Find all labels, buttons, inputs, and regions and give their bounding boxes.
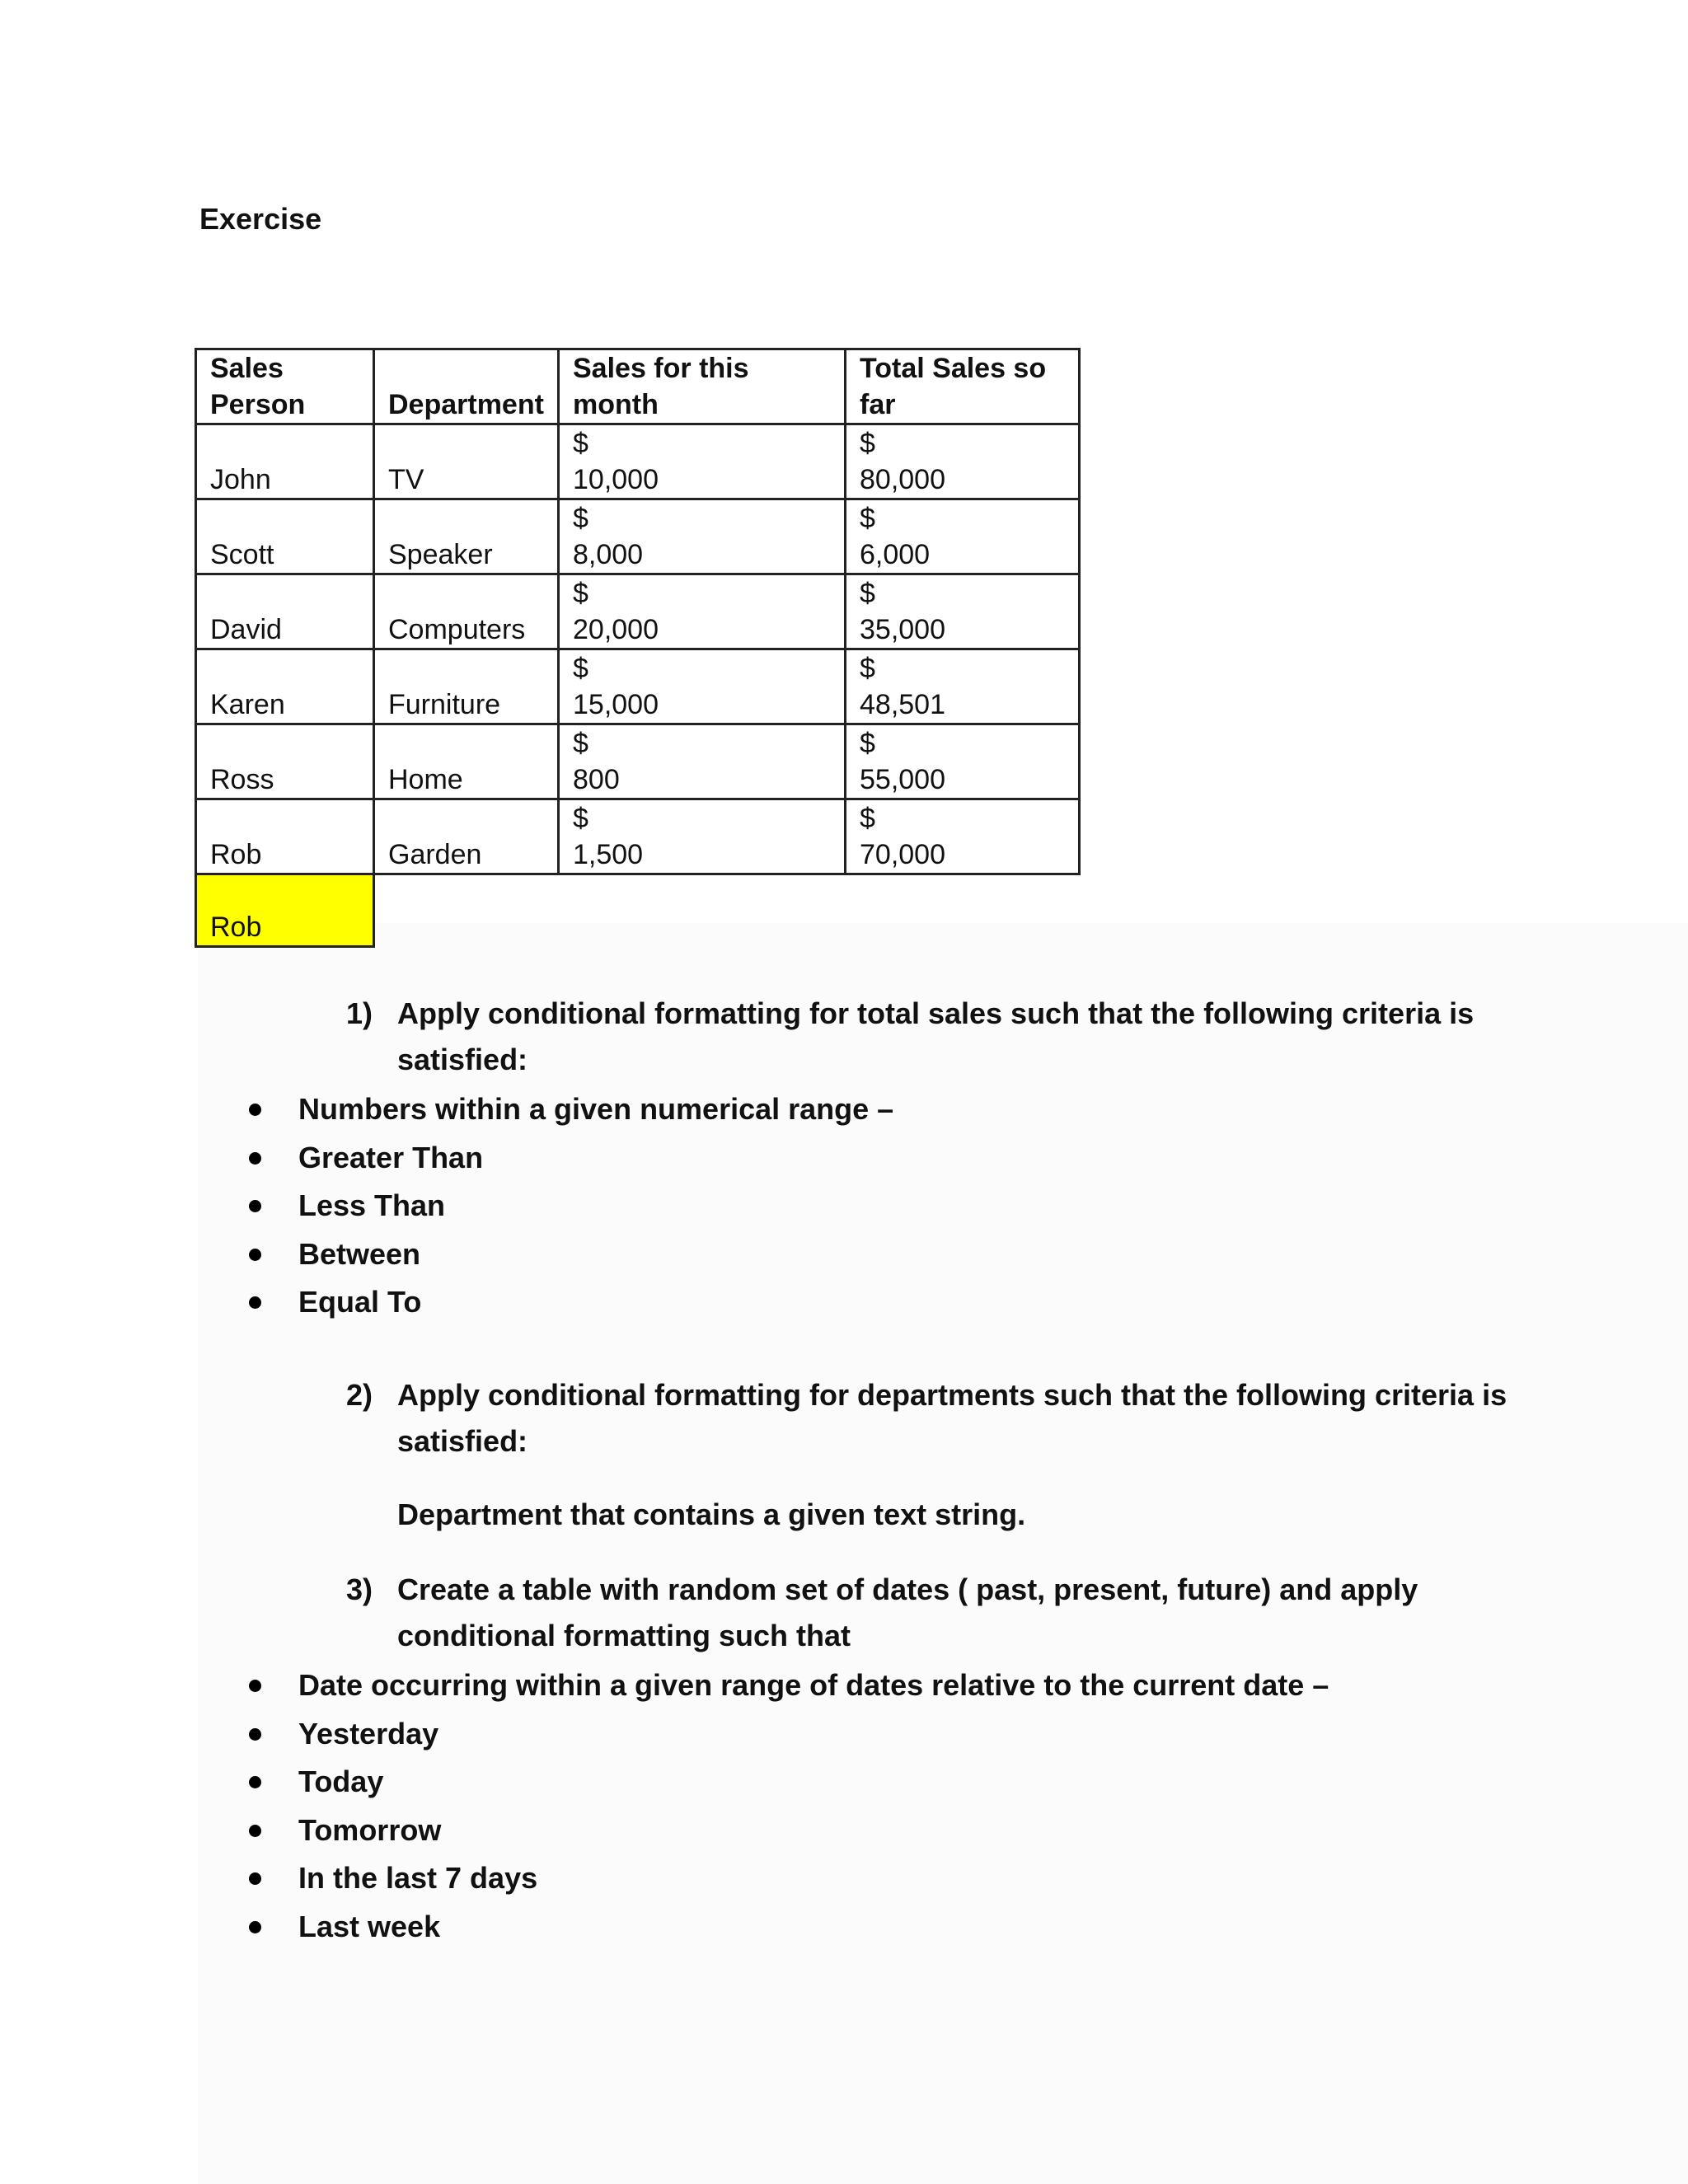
task-text-line1: Apply conditional formatting for total sales such that the following criteria is [397,996,1475,1030]
cell-total-sales: $ 48,501 [846,649,1080,724]
cell-person: David [196,574,374,649]
cell-month-sales: $ 1,500 [559,799,846,874]
bullet-icon [249,1104,261,1116]
header-sales-this-month: Sales for this month [559,349,846,424]
task-1-criteria-list [247,1085,893,1327]
table-row [196,724,1080,799]
cell-month-sales: $ 8,000 [559,499,846,574]
task-2 [346,1372,1517,1465]
list-item: Between [247,1230,893,1279]
bullet-icon [249,1680,261,1692]
cell-month-sales: $ 800 [559,724,846,799]
list-item: Numbers within a given numerical range – [247,1085,893,1134]
list-item: Last week [247,1903,1329,1952]
empty-cell [559,874,846,947]
highlighted-cell: Rob [196,874,374,947]
empty-cell [846,874,1080,947]
task-text-line1: Apply conditional formatting for departments such that the following criteria is [397,1378,1507,1412]
bullet-icon [249,1776,261,1788]
list-item: Date occurring within a given range of dates relative to the current date – [247,1661,1329,1710]
header-total-sales: Total Sales so far [846,349,1080,424]
cell-month-sales: $ 10,000 [559,424,846,499]
cell-month-sales: $ 20,000 [559,574,846,649]
cell-department: Home [374,724,559,799]
table-row [196,649,1080,724]
table-row [196,574,1080,649]
header-sales-person: Sales Person [196,349,374,424]
cell-department: TV [374,424,559,499]
table-row [196,424,1080,499]
table-row [196,499,1080,574]
empty-cell [374,874,559,947]
bullet-icon [249,1728,261,1741]
list-item: Equal To [247,1278,893,1327]
cell-total-sales: $ 55,000 [846,724,1080,799]
cell-person: Scott [196,499,374,574]
task-3-criteria-list [247,1661,1329,1951]
bullet-icon [249,1872,261,1885]
sales-table [195,348,1081,948]
list-item: In the last 7 days [247,1854,1329,1903]
cell-person: John [196,424,374,499]
task-3 [346,1567,1517,1659]
cell-total-sales: $ 6,000 [846,499,1080,574]
cell-total-sales: $ 70,000 [846,799,1080,874]
header-department: Department [374,349,559,424]
cell-total-sales: $ 80,000 [846,424,1080,499]
cell-total-sales: $ 35,000 [846,574,1080,649]
highlighted-row [196,874,1080,947]
cell-department: Computers [374,574,559,649]
cell-person: Rob [196,799,374,874]
bullet-icon [249,1152,261,1165]
list-item: Today [247,1758,1329,1807]
cell-department: Furniture [374,649,559,724]
list-item: Greater Than [247,1134,893,1183]
cell-month-sales: $ 15,000 [559,649,846,724]
page-title: Exercise [199,202,322,236]
bullet-icon [249,1200,261,1212]
table-header-row [196,349,1080,424]
cell-person: Ross [196,724,374,799]
bullet-icon [249,1296,261,1309]
task-text-line2: conditional formatting such that [397,1619,851,1652]
task-number: 1) [346,996,373,1030]
task-number: 3) [346,1572,373,1606]
task-text-line2: satisfied: [397,1424,528,1458]
task-number: 2) [346,1378,373,1412]
bullet-icon [249,1249,261,1261]
list-item: Less Than [247,1182,893,1230]
bullet-icon [249,1921,261,1933]
cell-person: Karen [196,649,374,724]
list-item: Yesterday [247,1710,1329,1759]
table-row [196,799,1080,874]
cell-department: Garden [374,799,559,874]
cell-department: Speaker [374,499,559,574]
list-item: Tomorrow [247,1807,1329,1855]
task-2-detail: Department that contains a given text string. [397,1497,1026,1531]
task-text-line1: Create a table with random set of dates ( past, present, future) and apply [397,1572,1418,1606]
bullet-icon [249,1825,261,1837]
task-text-line2: satisfied: [397,1043,528,1076]
task-1 [346,991,1517,1083]
